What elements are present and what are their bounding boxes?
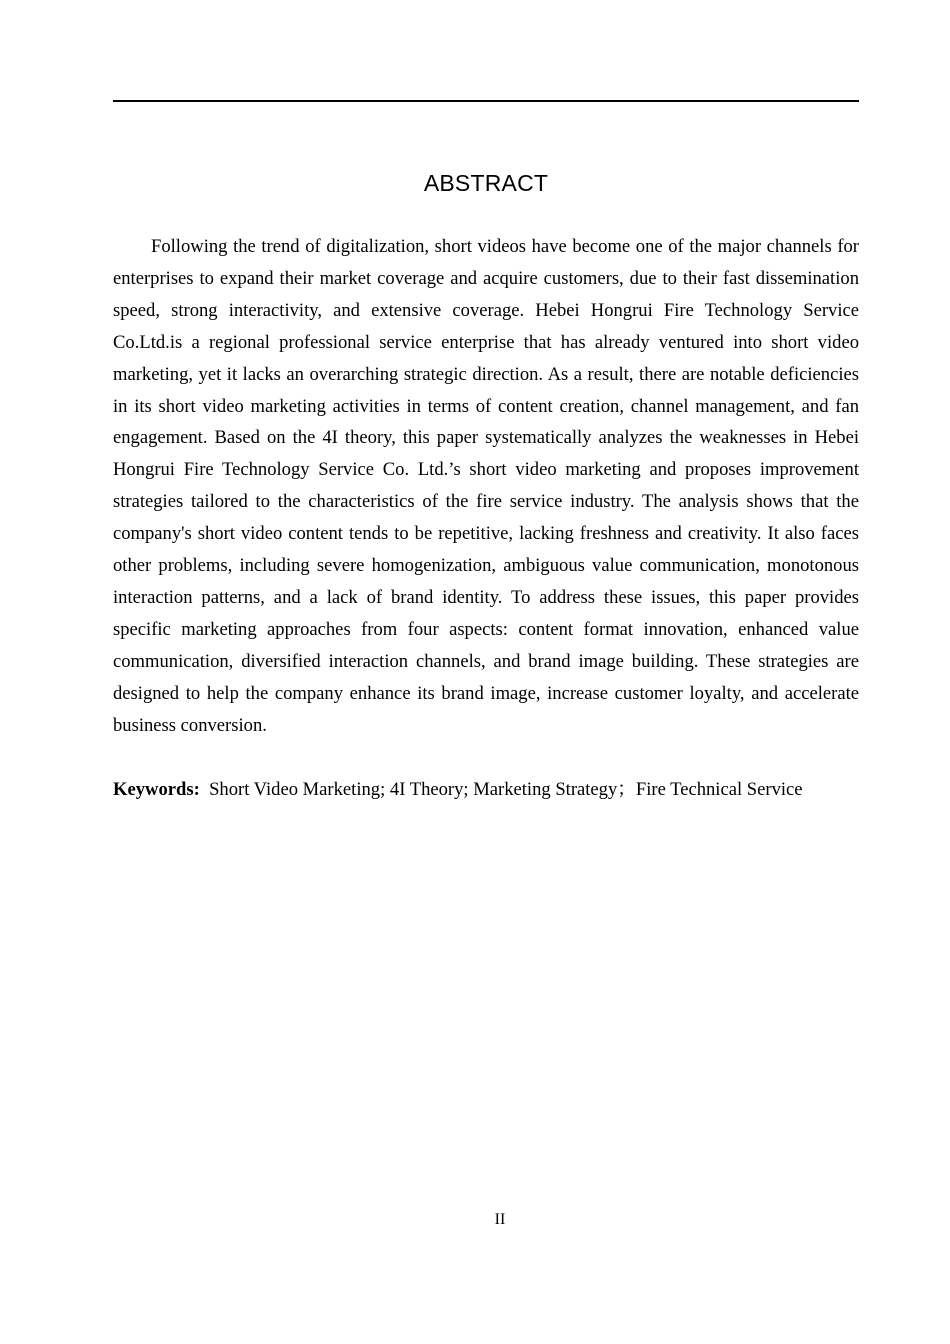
abstract-body: Following the trend of digitalization, short videos have become one of the major channels for enterprises to expand their market coverage and acquire customers, due to their fast dissemination speed, strong interactivity, and extensive coverage. Hebei Hongrui Fire Technology Service Co.Ltd.is a regional professional service enterprise that has already ventured into short video marketing, yet it lacks an overarching strategic direction. As a result, there are notable deficiencies in its short video marketing activities in terms of content creation, channel management, and fan engagement. Based on the 4I theory, this paper systematically analyzes the weaknesses in Hebei Hongrui Fire Technology Service Co. Ltd.’s short video marketing and proposes improvement strategies tailored to the characteristics of the fire service industry. The analysis shows that the company's short video content tends to be repetitive, lacking freshness and creativity. It also faces other problems, including severe homogenization, ambiguous value communication, monotonous interaction patterns, and a lack of brand identity. To address these issues, this paper provides specific marketing approaches from four aspects: content format innovation, enhanced value communication, diversified interaction channels, and brand image building. These strategies are designed to help the company enhance its brand image, increase customer loyalty, and accelerate business conversion. (113, 236, 859, 736)
abstract-title: ABSTRACT (423, 170, 549, 196)
keywords-line (113, 774, 859, 806)
page-number: II (494, 1211, 506, 1228)
keywords-text: Short Video Marketing; 4I Theory; Marketing Strategy；Fire Technical Service (209, 779, 803, 800)
keywords-label: Keywords: (113, 779, 200, 800)
header-rule (113, 100, 859, 102)
